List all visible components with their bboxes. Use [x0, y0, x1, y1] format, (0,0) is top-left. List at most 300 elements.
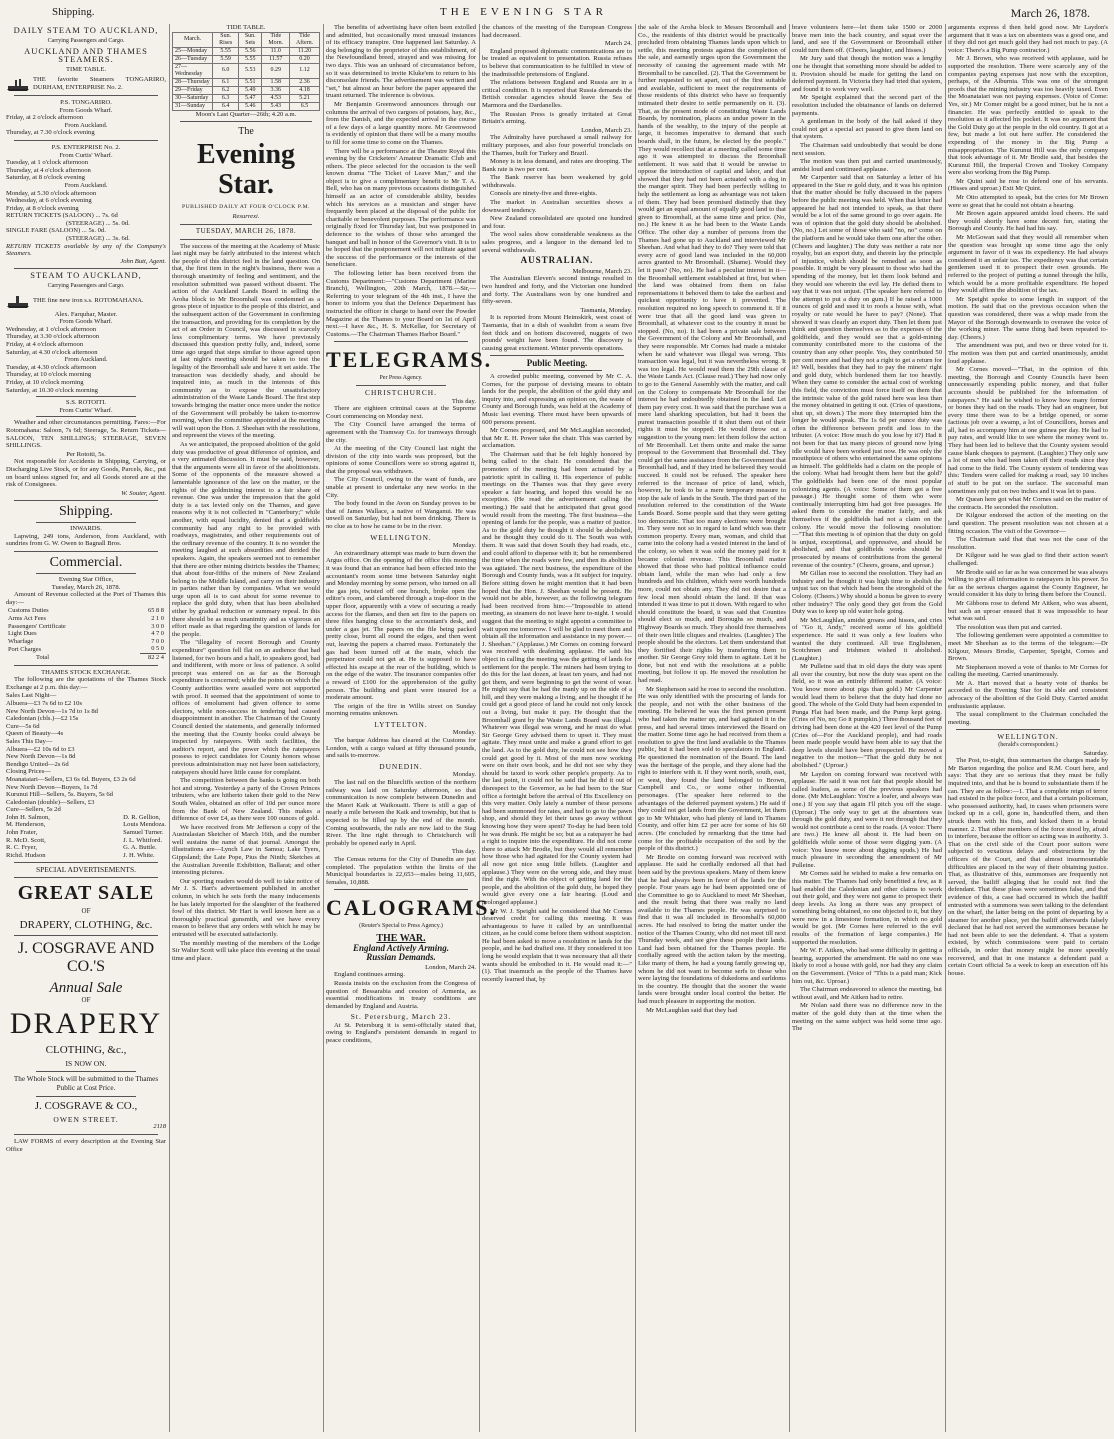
cosgrave-heading: J. COSGRAVE AND CO.'S	[17, 939, 155, 975]
tide-header: Tide Morn.	[262, 32, 290, 47]
telegram-item: The City Council have arranged the terms of agreement with the Tramway Co. for tramways through the city.	[326, 421, 476, 444]
revenue-value: 0 5 0	[151, 645, 164, 653]
revenue-row	[6, 630, 166, 638]
exchange-intro: The following are the quotations of the Thames Stock Exchange at 2 p.m. this day:—	[6, 676, 166, 691]
divider	[956, 729, 1100, 730]
motto: Resurrexi.	[232, 213, 260, 221]
per-press: Per Press Agency.	[379, 375, 423, 382]
roto-line: Friday, at 10 o'clock morning	[6, 378, 84, 386]
divider	[36, 522, 136, 523]
dateline-day: Monday.	[452, 771, 476, 779]
news-paragraph: The benefits of advertising have often been extolled and admitted, but occasionally most unusual instances of its efficacy transpire. One happened last Saturday. A dog belonging to the proprietor of this establishment, of the Newfoundland breed, strayed and was missing for two days. This was an unheard of circumstance before, so it was determined to invite Kluke'em to return to his disconsolate friends. The advertisement was written and "set," but almost an hour before the paper appeared the truant returned. The inference is obvious.	[326, 24, 476, 100]
drapery-clothing: DRAPERY, CLOTHING, &c.	[19, 918, 153, 931]
editorial-paragraph: As we anticipated, the proposed abolition of the gold duty was productive of great difference of opinion, and a very animated discussion. It must be said, however, that the arguments were all in favor of the abolitionists. Some of the opponents of the measure showed a lamentable ignorance of the law on the matter, or the rights of the goldmining interest to a fair share of revenue. One was under the impression that the gold duty is a tax levied only on the Thames, and gave reasons why it is not collected in "Canterbury;" while another, with equal lucidity, denied that a goldfields community had any right to be provided with roadways, magistrates, and other requirements out of the ordinary revenue of the country. It is no wonder the meeting laughed at such absurdities and derided the speakers. Again, the speakers seemed not to remember that there are other mining districts besides the Thames; that about four-fifths of the miners of New Zealand belong to the Middle Island, and carry on their industry in parties rather than by companies. What we would urge upon all is to cast about for some revenue to replace the gold duty, when that has been abolished either by gradual reduction or summary repeal. In this there should be as much unanimity and as vigorous an effort made as that regarding the question of lands for the people.	[172, 441, 320, 638]
meeting-paragraph: Mr Quint said he rose to defend one of his servants. (Hisses and uproar.) Exit Mr Quint.	[948, 177, 1108, 193]
tide-header-row	[173, 32, 320, 47]
fav-steamers: THE favorite Steamers TONGARIRO, DURHAM, ENTERPRISE No. 2.	[33, 76, 166, 91]
masthead-title: THE EVENING STAR	[440, 6, 607, 18]
calograms-heading: CALOGRAMS.	[326, 895, 497, 921]
meeting-paragraph: Mr Brodie on coming forward was received with applause. He said he cordially endorsed all that had been said by the previous speakers. Many of them knew that he had always been in favor of the lands for the people. Four years ago he had been appointed one of the Committee to go to Auckland to meet Mr Sheehan, and the result being that there was really no land available to the Thames people. He was surprised to find that it was all included in Broomhall's 60,000 acres. He had resolved to bring the matter under the notice of the Thames County, who did not meet till next Thursday week, and see give these people their lands. Land had been obtained for the Thames people. He cordially agreed with the action taken by the meeting. Like many of them, he had a young family growing up, whom he did not want to become serfs to those who were laying the foundations of dukedoms and earldoms in the country. He thought that the sooner the waste lands were brought under local control the better. He had much pleasure in supporting the motion.	[638, 853, 786, 1005]
revenue-total-label: Total	[36, 653, 50, 661]
revenue-label: Arms Act Fees	[8, 615, 46, 623]
telegram-item: There are eighteen criminal cases at the Supreme Court commencing on Monday next.	[326, 405, 476, 420]
revenue-row	[6, 623, 166, 631]
enterprise-line: From Auckland.	[64, 181, 108, 189]
office-line: Evening Star Office,	[58, 576, 114, 584]
australian-heading: AUSTRALIAN.	[520, 255, 594, 266]
tide-row	[173, 94, 320, 102]
ad-of: OF	[81, 995, 91, 1004]
broker: J. L. Whitford.	[123, 836, 163, 844]
telegram-item: The City Council, owing to the want of funds, are unable at present to undertake any new works in the City.	[326, 476, 476, 499]
tongariro-line: From Auckland.	[64, 121, 108, 129]
divider	[14, 551, 158, 552]
dateline-day: March 24.	[604, 40, 632, 48]
divider	[180, 239, 312, 240]
enterprise-line: Tuesday, at 1 o'clock afternoon	[6, 159, 89, 167]
inwards-text: Lapwing, 249 tons, Anderson, from Auckland, with sundries from G. W. Owen to Bagnall Bros.	[6, 532, 166, 548]
tide-cell: 5.59	[213, 55, 239, 63]
meeting-paragraph: The Chairman said that he felt highly honored by being called to the chair. He considered that the promoters of the meeting had been actuated by a patriotic spirit in calling it. His experience of public meetings on the Thames was that they gave every speaker a fair hearing, and hoped this would be no exception. (He read the advertisement calling the meeting.) He said that he anticipated that great good would result from the meeting. The first business—the opening of lands for the people, was a matter of justice. As to the gold duty he thought it should be abolished, and he thought they could do it. The South was with them. It was said that down South they had roads, etc., and could afford to dispense with it; but he remembered the time when the roads were few, and then its abolition was agitated. The next business, the expenditure of the Borough and County funds, was a fit subject for inquiry. Before sitting down he might mention that it had been hoped that the Hon. J. Sheehan would be present. He would not be able, however, as the following telegram had been received from him:—"Impossible to attend meeting, as steamers do not leave here to-night. I would suggest that the meeting to night appoint a committee to wait upon me tomorrow. I will be glad to meet them and obtain all the information and assistance in my power.—J. Sheehan." (Applause.) Mr Cornes on coming forward was received with deafening applause. He said his object in calling the meeting was the getting of lands for settlement for the people. The miners had been trying to do this for the last dozen, at least ten years, and had not got them, and were beginning to get the worst of wear. He might say that he had the manly up on the side of a hill, and they were making a living, and he thought if he could get a good piece of land he could not only knock out a living, but make it pay. He thought that the Broomhall grant by the Waste Lands Board was illegal. Whatever was illegal was wrong, and he must do what Sir George Grey advised them to upset it. They must agitate. They must unite and make a grand effort to get the land. As to the gold duty, he could not see how they could get good by it. Most of the men now working were on their own book, and he did not see why they should be taxed to work other people's property. As to the last point, it could not be said that he did it out of disrespect to the Governor, as he had been to the Star office a fortnight before the arrival of His Excellency on this very matter. Only lately a number of these persons had been summoned for rates, and had to go to the pawn shop, and should they let their taxes go away without knowing how they were spent? To-day he had been told he was drunk. He might be so; but as a ratepayer he had a right to inquire into the expenditure. He did not come there to attack Mr Brodie, but they would all remember how those who had agitated for the County system had all now got nice snug little billets. (Laughter and applause.) They were on the wrong side, and they must find the right. With the object of getting land for the people, and the abolition of the gold duty, he hoped they would give every one a fair hearing. (Loud and prolonged applause.)	[482, 450, 632, 906]
enterprise-line: From Curtis' Wharf.	[59, 151, 113, 159]
divider	[36, 1071, 136, 1072]
owen-street: OWEN STREET.	[53, 1114, 119, 1124]
exchange-line: Kurunui Hill—Sellers, 5s. Buyers, 5s 6d	[6, 791, 113, 799]
exchange-line: Albuera—£3 7s 6d to £2 10s	[6, 699, 83, 707]
news-paragraph: The Post, to-night, thus summarises the charges made by Mr Barton regarding the police and R.M. Court here, and says: That they are so serious that they must be fully inquired into, and that he is bound to substantiate them if he can. They are as follow:—1. That a complete reign of terror had existed in the police force, and that a certain policeman, who possessed authority, had, in cases when prisoners were locked up in a cell, gone in, handcuffed them, and then struck them with his fists, and kicked them in a brutal manner. 2. That other members of the force stood by, afraid to interfere, because the officer so acting was in authority. 3. That on the civil side of the Court poor suitors were subjected to vexatious delays and obstructions by the officers of the Court, and that almost insurmountable difficulties are placed in the way of their obtaining justice. That, as illustrative of this, summonses are frequently not served, the bailiff alleging that he could not find the defendant. That these pleas were sometimes false, and that evidence of this, a case had occurred in which the bailiff entrusted with a summons was seen talking to the defendant on the wharf, the latter being on the point of departing by a steamer for another place, yet the bailiff afterwards falsely declared that he had not served the summonses because he had not been able to see the defendant. 4. That a system existed, by which commissions were paid to certain officials, in order that money might be more speedily recovered, and that in one instance a defendant paid a certain Court official 5s a week to keep an execution off his house.	[948, 757, 1108, 977]
tide-cell: 5.55	[213, 47, 239, 55]
tongariro-line: Friday, at 2 o'clock afternoon	[6, 114, 84, 122]
return-note: RETURN TICKETS available by any of the Company's Steamers.	[6, 242, 166, 258]
office-date: Tuesday, March 26, 1878.	[51, 583, 121, 591]
divider	[14, 665, 158, 666]
column-rule	[323, 24, 324, 1432]
moon-quarter: Moon's Last Quarter—26th; 4.20 a.m.	[195, 110, 297, 118]
masthead	[0, 6, 1114, 22]
tongariro-line: Thursday, at 7.30 o'clock evening	[6, 129, 95, 137]
meeting-paragraph: Mr Speight spoke to some length in support of the motion. He said that on the previous occasion when the question was considered, there was a whip made from the Mayor of the Borough downwards to overawe the voice of the working miner. The same thing had been repeated to-day. (Cheers.)	[948, 295, 1108, 341]
dateline-lyttelton: LYTTELTON.	[374, 719, 428, 729]
dateline-day: Saturday.	[1083, 749, 1108, 757]
tide-cell: 5.53	[239, 63, 262, 78]
is-now-on: IS NOW ON.	[65, 1059, 107, 1069]
revenue-label: Port Charges	[8, 645, 42, 653]
column-4	[482, 24, 632, 1432]
meeting-paragraph: Mr Brodie said so far as he was concerned he was always willing to give all information to ratepayers in his power. So far as the serious charges against the County Engineer, he would consider it his duty to bring them before the Council.	[948, 568, 1108, 599]
broker: Samuel Turner.	[123, 829, 164, 837]
meeting-paragraph: Mr Otto attempted to speak, but the cries for Mr Brown were so great that he could not obtain a hearing.	[948, 194, 1108, 209]
editorial-paragraph: We have received from Mr Jefferson a copy of the Australasian Sketcher of March 16th, and the number well sustains the name of that journal. Amongst the illustrations are—Lynch Law in Samoa; Lake Tyers, Gippsland; the Late Pope, Pius the Ninth; Sketches at the Australian Juvenile Exhibition, Ballarat; and other interesting pictures.	[172, 823, 320, 877]
meeting-paragraph: A gentleman in the body of the hall asked if they could not get a special act passed to give them land on that system.	[792, 118, 942, 141]
meeting-paragraph: Mr Nolan said there was no difference now in the matter of the gold duty than at the time when the meeting on the same subject was held some time ago. The	[792, 1002, 942, 1033]
exchange-line: Sales Last Night—	[6, 692, 57, 700]
tide-row	[173, 55, 320, 63]
column-1	[6, 24, 166, 1432]
reuter-line: (Reuter's Special to Press Agency.)	[359, 923, 443, 930]
tide-cell: 28—Thursday	[173, 78, 213, 86]
dateline-day: This day.	[451, 397, 476, 405]
rotomahana: THE fine new iron s.s. ROTOMAHANA.	[33, 296, 144, 304]
divider	[180, 121, 312, 122]
roto-line: Tuesday, at 4.30 o'clock afternoon	[6, 363, 97, 371]
revenue-value: 65 8 8	[148, 607, 164, 615]
column-2	[172, 24, 320, 1432]
column-rule	[169, 24, 170, 1432]
news-paragraph: There will be a performance at the Theatre Royal this evening by the Cricketers' Amateur Dramatic Club and others. The piece selected for the occasion is the well known drama "The Ticket of Leave Man," and the object is to give a complimentary benefit to Mr T. A. Bell, who has on many previous occasions distinguished himself as an actor of considerable ability, besides which his services as a musician and singer have frequently been placed at the disposal of the public for charitable or benevolent purposes. The performance was originally fixed for Thursday last, but was postponed in deference to the wishes of those who arranged the banquet and ball in honor of the Governor's visit. It is to be hoped that the postponement will not militate against the success of the performance or the interests of the beneficiare.	[326, 147, 476, 269]
meeting-paragraph: Dr Kilgour said he was glad to find their action wasn't challenged.	[948, 552, 1108, 567]
editorial-paragraph: The "illegality of recent Borough and County expenditure" question fell flat on an audience that had listened, for two hours and a half, to speakers good, bad and indifferent, with more or less of patience. A solid precept was entered on as far as the Borough expenditure is concerned; while the points on which the County authorities were assailed were not supported with proof. It seemed that the appointment of some to offices of emolument had given offence to some electors, while non-success in tendering had caused disappointment in another. The Chairman of the County Council denied the statements, and generally informed the meeting that the County books could always be inspected by ratepayers. With such facilities, the auditor's report, and the power which the ratepayers possess to reject candidates for County honors whose previous administration may not have been satisfactory, ratepayers should have little cause for complaint.	[172, 639, 320, 776]
broker: J. H. White.	[123, 851, 155, 859]
cable-item: England continues arming.	[334, 971, 405, 979]
meeting-paragraph: Mr Laydon on coming forward was received with applause. He said it was not fair that people should be called loafers, as some of the previous speakers had done. (Mr McLaughlan: You're a loafer, and always was one.) If you say that again I'll pitch you off the stage. (Uproar.) The only way to get at the absentees was through the gold duty, and were it not through that they would not contribute a cent to the roads. (A voice: There are two.) He knew all about it. He had been on goldfields while some of those were digging yam. (A voice: You know more about digging spuds.) He had much pleasure in seconding the amendment of Mr Pulleine.	[792, 770, 942, 869]
meeting-paragraph: brave volunteers here—let them take 1500 or 2000 brave men into the back country, and squat over the land, and see if the Government or Broomhall either could turn them off. (Cheers, laughter, and hisses.)	[792, 24, 942, 54]
tide-header: Sun. Sets	[239, 32, 262, 47]
tide-cell: 0.20	[290, 55, 320, 63]
tide-cell: 5.56	[239, 47, 262, 55]
tide-cell: 11.57	[262, 55, 290, 63]
cosgrave-co: J. COSGRAVE & CO.,	[34, 1099, 138, 1112]
revenue-value: 4 7 0	[151, 630, 164, 638]
broker: Louis Mendoza.	[123, 821, 166, 829]
roto-line: From Goods Wharf.	[59, 318, 113, 326]
the-war-heading: THE WAR.	[376, 932, 426, 944]
tide-cell: 1.12	[290, 63, 320, 78]
return-steerage: (STEERAGE) ... 5s. 0d.	[66, 219, 130, 227]
broker: G. A. Buttle.	[123, 844, 157, 852]
meeting-paragraph: Mr J. Brown, who was received with applause, said he supported the resolution. There were scarcely any of the companies paying expenses just now with the exception, perhaps, of the Alburnia. This was one of the strongest proofs that the mining industry was too heavily taxed. Even the Moanataiari was not paying expenses. (Voice of Come: Yes, sir.) Mr Comer might be a good miner, but he is not a financier. He was perfectly entitled to speak to the resolution as it affected his pocket. It was no argument that the Gold Duty go at the people in the old country. It got at a few, but made a lot out here suffer. He considered the expending of the money in the Big Pump a misappropriation. The Kurunui Hill was the only company that took advantage of it. Mr Brodie said, that besides the Kurunui Hill, the Imperial Crown and Tookey Company were also working from the Big Pump.	[948, 55, 1108, 177]
weather-note: Weather and other circumstances permitting. Fares:—For Rotomahana: Saloon, 7s 6d; Steerage, 5s. Return Tickets—SALOON, TEN SHILLINGS; STEERAGE, SEVEN SHILLINGS.	[6, 419, 166, 450]
revenue-total: 82 2 4	[140, 654, 166, 662]
telegram-item: The barque Address has cleared at the Customs for London, with a cargo valued at fifty thousand pounds, and sails to-morrow.	[326, 737, 476, 760]
telegram-item: At the meeting of the City Council last night the division of the city into wards was proposed, but the opinions of some Councillors were so strong against it, that the proposal was withdrawn.	[326, 445, 476, 475]
tide-cell: 5.46	[239, 102, 262, 110]
dateline-london: London, March 24.	[425, 963, 476, 971]
revenue-label: Light Dues	[8, 630, 37, 638]
newspaper-title: Evening Star.	[196, 138, 296, 200]
meeting-paragraph: Mr Carpenter said that on Saturday a letter of his appeared in the Star re gold duty, and it was his opinion that the matter should be fully discussed in the papers before the public meeting was held. When that letter had appeared he had not intended to speak, as that there would be a lot of the same ground to go over again. He was of opinion that the gold duty should be abolished. (No, no.) Let some of those who said "no, no" come on the platform and he would take them one after the other. (Cheers and laughter.) The duty was neither a rate nor royalty, but an export duty, and therein lay the principle of injustice, which should be remedied as soon as possible. It might be very pleasant to those who had the spending of the money, but let them look behind and they would see wherein the evil lay. He defied them to say that it was not unjust. (The speaker here referred to the attempt to put a duty on gum.) If he raised a 1000 ounces of gold and used it to roofs a house with, what royalty or rate would he have to pay? (None). That showed it was clearly an export duty. Then let them just think and question themselves as to the expenses of the goldfields, and they would see that a gold-mining community contributed more to the customs of the country than any other people. Yes, they contributed 50 per cent more and had they not a right to get a return for it? Well, besides that they had to pay the miners' right and gold duty, which burdened them far too heavily. When they came to consider the actual cost of working this field, the conviction must force itself on them that the intrinsic value of the gold raised here was less than the money obtained in getting it out. (Cries of questions, shut up, sit down.) The more they interrupted him the longer he would speak. The 1s 6d per ounce duty was often the difference between profit and loss to the tributer. (A voice: How much do you lose by it?) Had it not been for that tax many pieces of ground now lying idle would have been worked just now. He was only the mouthpiece of others who entertained the same opinions as himself. The goldfields had a claim on the people of the colony. What had brought them here but the gold? The goldfields had been one of the most popular colonizing agents. (A voice: Some of them got a free passage.) He thought some of them who were continually interrupting him had got free passages. He asked them to consider the matter fairly, and ask themselves if the goldfields had not a claim on the colony. He would move the following resolution:—"That this meeting is of opinion that the duty on gold is unjust, exceptional, and oppressive, and should be abolished, and that goldfields works should be prosecuted by means of contributions from the general revenue of the country." (Cheers, groans, and uproar.)	[792, 174, 942, 569]
tide-cell: 27—Wednesday	[173, 63, 213, 78]
divider	[14, 268, 158, 269]
telegram-item: An extraordinary attempt was made to burn down the Argus office. On the opening of the office this morning it was found that an entrance had been effected into the accountant's room some time between Saturday night and Monday morning by some person, who turned on all the gas jets, twisted off one branch, broke open the editor's room, and clambered through a trap-door in the upper floor, apparently with a view of securing a ready access for the flames, and then set fire to the papers on three files hanging close to the accountant's desk, and under a gas jet. The papers on the file being packed pretty close, burnt all round the edges, and then went out, leaving the papers a charred mass. Fortunately the gas had been turned off at the main, which the perpetrator could not get at. He is supposed to have effected his escape at the rear of the building, which is on the edge of the water. The insurance companies offer a reward of £100 for the apprehension of the guilty person. The building and plant were insured for a moderate amount.	[326, 549, 476, 702]
divider	[180, 224, 312, 225]
meeting-paragraph: Mr Brown again appeared amidst loud cheers. He said they would shortly have some decent fun, stating the Borough and County. He had had his say.	[948, 210, 1108, 233]
meeting-paragraph: Mr W. J. Speight said he considered that Mr Cornes deserved credit for calling this meeting. It was advantageous to have it called by an uninfluential citizen, as he could come before them without suspicion. He had been asked to move a resolution re lands for the people, and he had drafted one. If they considered it too long he would explain that it was necessary that all their wants should be embodied in it. He would read it:—"(1). That inasmuch as the people of the Thames have recently learned that, by	[482, 907, 632, 983]
meeting-paragraph: Mr Gillan rose to second the resolution. They had an industry and he thought it was high time to abolish the unjust tax on that which had been the stronghold of the Colony. (Cheers.) Why should a bonus be given to every other industry? The only good they got from the Gold Duty was to keep up old water hole going.	[792, 570, 942, 616]
tide-cell: 29—Friday	[173, 86, 213, 94]
title-the: The	[238, 126, 254, 138]
revenue-value: 3 0 0	[151, 622, 164, 630]
inwards: INWARDS.	[70, 525, 102, 533]
broker: M. Henderson,	[6, 821, 46, 829]
tide-table	[172, 32, 320, 111]
tide-title: TIDE TABLE.	[226, 24, 266, 31]
broker: Richd. Hudson	[6, 851, 46, 859]
editorial-paragraph: The monthly meeting of the members of the Lodge Sir Walter Scott will take place this evening at the usual time and place.	[172, 939, 320, 962]
clothing: CLOTHING, &c.,	[45, 1044, 127, 1057]
whole-stock: The Whole Stock will be submitted to the Thames Public at Cost Price.	[13, 1074, 159, 1092]
revenue-row	[6, 645, 166, 653]
exchange-line: Queen of Beauty—4s	[6, 730, 64, 738]
enterprise-line: Thursday, at 4 o'clock afternoon	[6, 166, 91, 174]
cable-item: It is reported from Mount Heimskirk, west coast of Tasmania, that in a dish of washdirt from a seam five feet thick and on bottom discovered, nuggets of two pounds' weight have been found. The discovery is causing great excitement. Winter prevents operations.	[482, 314, 632, 352]
tide-cell: 5.47	[239, 94, 262, 102]
meeting-paragraph: Mr Speight explained that the second part of the resolution included the obtainance of lands on deferred payments.	[792, 94, 942, 117]
tide-cell: 25—Monday	[173, 47, 213, 55]
dateline-day: Monday.	[452, 729, 476, 737]
tide-cell: 6.0	[213, 63, 239, 78]
time-table: TIME TABLE.	[65, 66, 106, 74]
revenue-intro: Amount of Revenue collected at the Port of Thames this day:—	[6, 591, 166, 606]
published-line: PUBLISHED DAILY AT FOUR O'CLOCK P.M.	[181, 203, 310, 210]
meeting-paragraph: A crowded public meeting, convened by Mr C. A. Cornes, for the purpose of devising means to obtain lands for the people, the abolition of the gold duty and inquiry into, and expressing an opinion on, the waste of County and Borough funds, was held at the Academy of Music last evening. There must have been upwards of 600 persons present.	[482, 372, 632, 426]
revenue-table	[6, 607, 166, 661]
cable-item: The wool sales show considerable weakness as the sales progress, and a languor in the demand led to several withdrawals.	[482, 231, 632, 254]
divider	[14, 862, 158, 863]
divider	[14, 1134, 158, 1135]
tide-cell: 3.36	[262, 86, 290, 94]
meeting-paragraph: The Chairman said that that was not the case of the resolution.	[948, 536, 1108, 551]
dateline-day: This day.	[451, 848, 476, 856]
meeting-paragraph: Mr A. Hart moved that a hearty vote of thanks be accorded to the Evening Star for its able and consistent advocacy of the abolition of the Gold Duty. Carried amidst enthusiastic applause.	[948, 679, 1108, 710]
tide-header: March.	[173, 32, 213, 47]
brokers-left	[6, 814, 50, 860]
rotomahana-ad	[6, 293, 166, 309]
brokers-right	[123, 814, 166, 860]
meeting-paragraph: Mr McGowan said that they would all remember when the question was brought up some time ago the only argument in favor of it was its expediency. He had always considered it an unfair tax. The expediency was that certain gentlemen used it to prospect their own grounds. He referred to the project of putting a tunnel through the hills, which would be a more profitable expenditure. He hoped they would affirm the abolition of the tax.	[948, 234, 1108, 295]
tide-cell: 5.49	[239, 86, 262, 94]
revenue-label: Passengers' Certificate	[8, 622, 66, 630]
divider	[36, 573, 136, 574]
tide-cell: 6.4	[213, 102, 239, 110]
meeting-paragraph: Mr Stephenson said he rose to second the resolution. He was only identified with the procuring of lands for the people, and not with the other business of the meeting. He believed he was the first person present who had taken the matter up, and had agitated it in the press, and had several times interviewed the Board on the matter. Some time ago he had received from them a resolution to give the first land available to the Thames public, but it had been sold to speculators in England. He questioned the nomination of the Board. The land was the heritage of the people, and they alone had the right to interfere with it. If they went north, south, east, or west, they found the land belonged to Brown, Campbell and Co., or some other influential personages. (The speaker here referred to the advantages of the deferred payment system.) He said if they could not get lands from the Government, let them go to Mr Whitaker, who had plenty of land in Thames County, and offer him £2 per acre for some of his 60 acres. (He concluded by remarking that the time had come for the profitable occupation of the soil by the people of this district.)	[638, 685, 786, 853]
divider	[14, 140, 158, 141]
england-arming-heading: England Actively Arming.	[352, 942, 450, 953]
divider	[512, 370, 602, 371]
exchange-line: Cure—5s 6d	[6, 722, 40, 730]
tide-row	[173, 47, 320, 55]
broker: R. McD. Scott,	[6, 836, 46, 844]
news-paragraph: The following letter has been received from the Customs Department:—"Customs Department (Marine Branch), Wellington, 20th March, 1878.—Sir,—Referring to your telegram of the 4th inst., I have the honor to inform you that the Defence Department has instructed the officer in charge to hand over the Powder Magazine at the Thames to your Board on 1st of April next.—I have &c., H. S. McKellar, for Secretary of Customs.—The Chairman Thames Harbor Board."	[326, 270, 476, 338]
cable-item: The market in Australian securities shows a downward tendency.	[482, 199, 632, 214]
tide-cell: 4.53	[262, 94, 290, 102]
steamship-icon	[6, 293, 30, 309]
revenue-total-row	[6, 654, 166, 662]
enterprise-line: Wednesday, at 6 o'clock evening	[6, 197, 92, 205]
roto-line: Thursday, at 3.30 o'clock afternoon	[6, 333, 100, 341]
tide-header: Sun. Rises	[213, 32, 239, 47]
cable-item: Russia insists on the exclusion from the Congress of question of Bessarabia and cession of Armenia, as essential modifications in treaty conditions are demanded by England and Austria.	[326, 979, 476, 1010]
divider	[334, 889, 468, 890]
dateline-day: Monday.	[452, 542, 476, 550]
meeting-paragraph: arguments express d then held good now. Mr Laydon's argument that it was a tax on absentees was a good one, and if they did not get much gold they had not much to pay. (A voice: There's a Big Pump contractor.)	[948, 24, 1108, 54]
dateline-dunedin: DUNEDIN.	[379, 761, 423, 771]
shipping-heading: Shipping.	[58, 504, 114, 520]
steam2-sub: Carrying Passengers and Cargo.	[47, 283, 125, 290]
revenue-label: Customs Duties	[8, 607, 49, 615]
meeting-paragraph: The amendment was put, and two or three voted for it. The motion was then put and carried unanimously, amidst loud applause.	[948, 342, 1108, 365]
tide-row	[173, 102, 320, 110]
tide-header: Tide Aftern.	[290, 32, 320, 47]
russian-demands-heading: Russian Demands.	[366, 952, 436, 963]
cable-item: Consols are ninety-five and three-eights.	[490, 190, 598, 198]
tide-cell: 6.1	[213, 78, 239, 86]
meeting-paragraph: Mr W. F. Aitken, who had some difficulty in getting a hearing, supported the amendment. He said no one was likely to roof a house with gold, nor had they any claim on the Government. (Voice of "This is a paid man; Kick him out, &c. Uproar.)	[792, 947, 942, 985]
tide-row	[173, 86, 320, 94]
meeting-paragraph: The resolution was then put and carried.	[956, 623, 1063, 631]
meeting-paragraph: The usual compliment to the Chairman concluded the meeting.	[948, 711, 1108, 726]
revenue-row	[6, 638, 166, 646]
tide-cell: 6.5	[290, 102, 320, 110]
enterprise-line: Saturday, at 8 o'clock evening	[6, 174, 85, 182]
single-fare: SINGLE FARE (SALOON) ... 5s. 0d.	[6, 227, 106, 235]
cable-item: The Russian Press is greatly irritated at Great Britain's arming.	[482, 110, 632, 126]
exchange-line: Cure—Sellers, 5s 2d	[6, 806, 61, 814]
column-6	[792, 24, 942, 1432]
great-sale: GREAT SALE	[17, 882, 155, 905]
meeting-paragraph: Mr McLaughlan, amidst groans and hisses, and cries of "Go it, Andy," received some of his goldfield experience. He said it was only a few loafers who wanted the duty continued. All true Englishmen, Scotchmen and Irishmen wished it abolished. (Laughter.)	[792, 616, 942, 662]
meeting-paragraph: Mr Jury said that though the motion was a lengthy one he thought that something more should be added to it. Provision should be made for getting the land on deferred payment. In Victoria they had tried that system, and found it to work very well.	[792, 55, 942, 93]
enterprise-line: Monday, at 5.30 o'clock afternoon	[6, 189, 97, 197]
dateline-melbourne: Melbourne, March 23.	[572, 267, 632, 275]
tongariro-title: P.S. TONGARIRO.	[60, 98, 112, 106]
exchange-line: Albuera—£2 10s 6d to £3	[6, 745, 75, 753]
meeting-paragraph: Mr Cornes said he wished to make a few remarks on this matter. The Thames had only benefitted a few, as it had enabled the Caledonian and other claims to work out their gold, and they were not game to prospect their deep levels. As long as there was any prospect of something being obtained, no one objected to it, but they were now in a limestone formation, in which no gold would be got. (Mr Cornes here referred to the evil results of the formation of large companies.) He supported the resolution.	[792, 870, 942, 946]
column-rule	[635, 24, 636, 1432]
dateline-christchurch: CHRISTCHURCH.	[365, 387, 437, 397]
meeting-paragraph: Mr Stephenson moved a vote of thanks to Mr Cornes for calling the meeting. Carried unanimously.	[948, 663, 1108, 679]
broker: D. R. Gellion,	[123, 813, 161, 821]
roto-line: From Auckland.	[64, 356, 108, 364]
tide-cell: 31—Sunday	[173, 102, 213, 110]
divider	[334, 341, 468, 342]
issue-date: TUESDAY, MARCH 26, 1878.	[195, 226, 297, 235]
tide-cell: 6.2	[213, 86, 239, 94]
broker: R. C. Fryer,	[6, 844, 38, 852]
masthead-date: March 26, 1878.	[1010, 6, 1090, 20]
tide-row	[173, 63, 320, 78]
meeting-paragraph: Mr Cornes proposed, and Mr McLaughlan seconded, that Mr E. H. Power take the chair. This was carried by acclamation.	[482, 427, 632, 450]
rotomahana-master: Alex. Farquhar, Master.	[54, 310, 118, 318]
column-3	[326, 24, 497, 1432]
steamship-icon	[6, 76, 30, 92]
exchange-heading: THAMES STOCK EXCHANGE.	[41, 668, 131, 676]
revenue-label: Wharfage	[8, 637, 34, 645]
meeting-paragraph: Mr Cornes moved—"That, in the opinion of this meeting, the Borough and County Councils have been unnecessarily expending public money, and that fuller accounts should be published for the information of ratepayers." He said he wished to know how many former or bones they had on the roads. They had an engineer, but every time there was to be a bridge opened, or some factious job over a swamp, a lot of Councillors, horses and all, had to accompany him at one guinea per day. He had to pay rates, and would like to see where the money went to. They had been led to believe that the County system would cause blank cheques to payment. (Laughter.) They only saw a lot of men who had been taken off their roads since they had come to the field. The County system of tendering was this: Tenders were called for making a road, say 10 inches of stuff to be put on the surface. The successful man sometimes only put on two inches and it was let to pass.	[948, 366, 1108, 495]
commercial-heading: Commercial.	[49, 555, 123, 571]
broker: John Frater,	[6, 829, 38, 837]
divider	[356, 385, 446, 386]
exchange-line: Bendigo United—2s 6d	[6, 760, 69, 768]
editorial-paragraph: The success of the meeting at the Academy of Music last night may be fairly attributed to the interest which the people of this district feel in the land question. On that, the first item in the night's business, there was a thorough unanimity of feeling and sentiment, and the resolution submitted was passed without dissent. The action of the Auckland Lands Board in selling the Aroha block to Mr Broomhall was condemned as a gross piece of injustice to the people of this district, and the subsequent action of the Government in confirming the transaction, and providing for its completion by the act of an Order in Council, was discussed in scarcely less complimentary terms. We have previously discussed this question pretty fully, and, indeed, some time ago urged that steps similar to those agreed upon at last night's meeting should be taken to test the legality of the Broomhall sale and have it set aside. The transaction was decidedly shady, and should be inquired into, as much in the interests of this community as to expose the unsatisfactory administration of the Waste Lands Board. The first step towards bringing the matter once more under the notice of the Government will probably be taken to-morrow morning, when the committee appointed at the meeting will wait upon the Hon. J. Sheehan with the resolutions, and represent the views of the meeting.	[172, 242, 320, 440]
roto-line: Wednesday, at 1 o'clock afternoon	[6, 325, 97, 333]
tide-cell: 4.18	[290, 86, 320, 94]
single-steerage: (STEERAGE) ... 3s. 6d.	[66, 235, 130, 243]
exchange-line: New North Devon—Buyers, 1s 7d	[6, 783, 98, 791]
column-7	[948, 24, 1108, 1432]
tide-cell: 5.55	[239, 55, 262, 63]
ad-of: OF	[81, 907, 91, 916]
divider	[14, 877, 158, 878]
tide-cell: 30—Saturday	[173, 94, 213, 102]
cable-item: The relations between England and Russia are in a critical condition. It is reported that Russia demands the British consular agencies should leave the Sea of Marmora and the Dardanelles.	[482, 79, 632, 109]
divider	[36, 416, 136, 417]
drapery: DRAPERY	[9, 1007, 163, 1041]
meeting-paragraph: The motion was then put and carried unanimously, amidst loud and continued applause.	[792, 158, 942, 173]
auckland-thames: AUCKLAND AND THAMES STEAMERS.	[24, 46, 148, 64]
meeting-paragraph: The Chairman endeavored to silence the meeting, but without avail, and Mr Aitken had to retire.	[792, 986, 942, 1001]
editorial-paragraph: The competition between the banks is going on both hot and strong. Yesterday a party of the Crown Princes tributers, who are hitherto taken their gold to the New South Wales, obtained an offer of 10d per ounce more from the Bank of New Zealand. This makes a difference of over £4, as there were 100 ounces of gold.	[172, 777, 320, 823]
brokers	[6, 814, 166, 860]
news-paragraph: Mr Benjamin Greenwood announces through our columns the arrival of two cargoes of potatoes, hay, &c., from the Danish, and the expected arrival in the course of a few days of a large quantity more. Mr Greenwood is evidently of opinion that there will be a many mouths to fill for some time to come on the Thames.	[326, 100, 476, 146]
steam-sub: Carrying Passengers and Cargo.	[47, 37, 125, 44]
not-responsible: Not responsible for Accidents in Shipping, Carrying, or Discharging Live Stock, or for any Goods, Parcels, &c., put on board unless signed for, and all Goods stored are at the risk of Consignees.	[6, 458, 166, 489]
exchange-line: Closing Prices—	[6, 768, 51, 776]
exchange-line: Sales This Day—	[6, 737, 53, 745]
broker: John H. Salmon,	[6, 813, 50, 821]
cable-item: the chances of the meeting of the European Congress had decreased.	[482, 24, 632, 39]
tide-cell: 11.0	[262, 47, 290, 55]
meeting-paragraph: Mr Pulleine said that in old days the duty was spent all over the country, but now the duty was spent on the field, so it was an entirely different matter. (A voice: You know more about pigs than gold.) Mr Carpenter would lead them to believe that the duty had done no good. The whole of the Gold Duty had been expended in Punga Flat had been made, and the Pump kept going. (Cries of No, no; Go it pumpkin.) Three thousand feet of driving had been done at the 420 feet level of the Pump (Cries of—For the Auckland people), and had roads been made people would have been able to say that the deep levels should have been prospected. He moved a negative to the motion—"That the gold duty be not abolished." (Uproar.)	[792, 663, 942, 769]
meeting-paragraph: Mr Quean here got what Mr Cornes said on the matter of the contracts. He seconded the resolution.	[948, 496, 1108, 511]
exchange-line: Caledonian (cbls.)—£2 15s	[6, 715, 79, 723]
cable-item: At St. Petersburg it is semi-officially stated that, owing to England's persistent demands in regard to peace conditions,	[326, 1021, 476, 1045]
revenue-row	[6, 615, 166, 623]
meeting-paragraph: The following gentlemen were appointed a committee to meet Mr Sheehan as to the terms of the telegram:—Dr Kilgour, Messrs Brodie, Carpenter, Speight, Cornes and Brown.	[948, 632, 1108, 663]
meeting-paragraph: The Chairman said undoubtedly that would be done next session.	[792, 141, 942, 157]
tide-cell: 0.29	[262, 63, 290, 78]
telegram-item: The origin of the fire in Willis street on Sunday morning remains unknown.	[326, 702, 476, 718]
cable-item: The Australian Eleven's second innings resulted in two hundred and forty, and the Victorian one hundred and forty. The Australians won by one hundred and fifty-seven.	[482, 275, 632, 306]
law-forms: LAW FORMS of every description at the Evening Star Office	[6, 1138, 166, 1153]
divider	[36, 1096, 136, 1097]
revenue-value: 2 1 0	[151, 615, 164, 623]
tide-cell: 26—Tuesday	[173, 55, 213, 63]
rotoiti-sub: From Curtis' Wharf.	[59, 406, 113, 414]
steam-heading: DAILY STEAM TO AUCKLAND,	[13, 25, 159, 35]
dateline-wellington: WELLINGTON.	[370, 532, 432, 542]
roto-line: Saturday, at 10.30 o'clock morning	[6, 386, 98, 394]
annual-sale: Annual Sale	[49, 979, 123, 996]
tongariro-line: From Goods Wharf.	[59, 106, 113, 114]
editorial-paragraph: Our sporting readers would do well to take notice of Mr J. S. Hart's advertisement published in another column, in which he sets forth the many inducements he has lately imported for the slaughter of the feathered fowl of this district. Mr Hart is well known here as a thoroughly practical gunsmith, and we have every reason to believe that any orders with which he may be entrusted will be executed satisfactorily.	[172, 877, 320, 938]
masthead-shipping: Shipping.	[52, 6, 95, 18]
revenue-row	[6, 607, 166, 615]
dateline-st-petersburg: St. Petersburg, March 23.	[350, 1012, 452, 1022]
divider	[14, 500, 158, 501]
tide-cell: 5.51	[239, 78, 262, 86]
butt-agent: John Butt, Agent.	[120, 257, 166, 265]
tide-cell: 5.43	[262, 102, 290, 110]
column-rule	[945, 24, 946, 1432]
divider	[490, 355, 624, 356]
per-rotoiti: Per Rotoiti, 5s.	[66, 450, 106, 458]
wellington-heading: WELLINGTON.	[997, 732, 1059, 742]
exchange-line: Caledonian (double)—Sellers, £3	[6, 798, 95, 806]
exchange-line: Moanataiari—Sellers, £3 6s 6d. Buyers, £3 2s 6d	[6, 775, 136, 783]
revenue-value: 7 0 0	[151, 637, 164, 645]
cable-item: The Admiralty have purchased a small railway for military purposes, and also four powerful ironclads on the Thames, built for Turkey and Brazil.	[482, 134, 632, 157]
roto-line: Saturday, at 4.30 o'clock afternoon	[6, 348, 98, 356]
telegrams-heading: TELEGRAMS.	[326, 347, 493, 373]
tide-cell: 11.20	[290, 47, 320, 55]
telegram-item: The Census returns for the City of Dunedin are just completed. The population within the limits of the Municipal boundaries is 22,653—males being 11,605, females, 10,888.	[326, 855, 476, 886]
exchange-line: New North Devon—1s 7d to 1s 8d	[6, 707, 98, 715]
telegram-item: The body found in the Avon on Sunday proves to be that of James Wallace, a native of Wanganui. He was unwell on Saturday, but had not been drinking. There is no clue as to how he came to be in the river.	[326, 500, 476, 531]
herald-line: (herald's correspondent.)	[998, 742, 1058, 749]
public-meeting-heading: Public Meeting.	[526, 358, 588, 369]
enterprise-title: P.S. ENTERPRISE No. 2.	[51, 143, 121, 151]
rotoiti: S.S. ROTOITI.	[65, 399, 107, 407]
